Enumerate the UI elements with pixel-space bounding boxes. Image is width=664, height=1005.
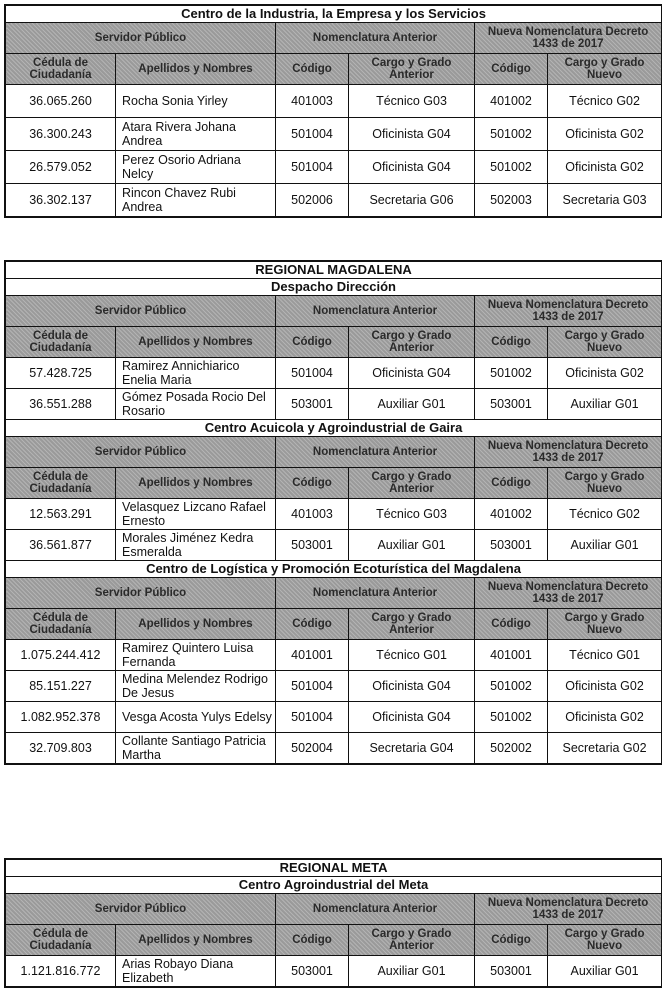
codigo-anterior-header: Código: [276, 327, 349, 358]
nomenclatura-anterior-header: Nomenclatura Anterior: [276, 578, 475, 609]
table-row: [6, 184, 662, 217]
codigo-nuevo-cell: 502002: [475, 733, 548, 764]
cedula-cell: 57.428.725: [6, 358, 116, 389]
nombre-cell: Arias Robayo Diana Elizabeth: [116, 956, 276, 987]
nombre-cell: Vesga Acosta Yulys Edelsy: [116, 702, 276, 733]
nombre-cell: Atara Rivera Johana Andrea: [116, 118, 276, 151]
codigo-anterior-cell: 501004: [276, 151, 349, 184]
table-row: [6, 358, 662, 389]
nombre-cell: Ramirez Annichiarico Enelia Maria: [116, 358, 276, 389]
table-row: [6, 499, 662, 530]
center-title: Centro de Logística y Promoción Ecoturística del Magdalena: [6, 561, 662, 578]
cedula-cell: 32.709.803: [6, 733, 116, 764]
cedula-header: Cédula de Ciudadanía: [6, 925, 116, 956]
nomenclatura-anterior-header: Nomenclatura Anterior: [276, 296, 475, 327]
codigo-nuevo-cell: 501002: [475, 118, 548, 151]
codigo-nuevo-header: Código: [475, 468, 548, 499]
cedula-cell: 1.121.816.772: [6, 956, 116, 987]
servidor-header: Servidor Público: [6, 578, 276, 609]
servidor-header: Servidor Público: [6, 296, 276, 327]
cargo-nuevo-cell: Oficinista G02: [548, 671, 662, 702]
cargo-nuevo-cell: Oficinista G02: [548, 118, 662, 151]
codigo-anterior-cell: 503001: [276, 389, 349, 420]
header-columns-row: [6, 54, 662, 85]
cargo-anterior-cell: Auxiliar G01: [349, 956, 475, 987]
nomenclatura-anterior-header: Nomenclatura Anterior: [276, 894, 475, 925]
apellidos-header: Apellidos y Nombres: [116, 609, 276, 640]
table-block-meta: [4, 858, 662, 988]
cargo-anterior-cell: Auxiliar G01: [349, 530, 475, 561]
servidor-header: Servidor Público: [6, 894, 276, 925]
codigo-nuevo-header: Código: [475, 54, 548, 85]
codigo-anterior-cell: 501004: [276, 702, 349, 733]
center-title-row: [6, 561, 662, 578]
cargo-nuevo-cell: Auxiliar G01: [548, 956, 662, 987]
codigo-anterior-cell: 502004: [276, 733, 349, 764]
table-block-magdalena: [4, 260, 662, 765]
codigo-nuevo-cell: 501002: [475, 702, 548, 733]
table-row: [6, 640, 662, 671]
cargo-anterior-header: Cargo y Grado Anterior: [349, 468, 475, 499]
cargo-anterior-cell: Oficinista G04: [349, 702, 475, 733]
cargo-anterior-cell: Auxiliar G01: [349, 389, 475, 420]
personnel-table: [5, 261, 662, 764]
cargo-anterior-cell: Técnico G03: [349, 85, 475, 118]
table-row: [6, 956, 662, 987]
codigo-anterior-header: Código: [276, 54, 349, 85]
cargo-anterior-cell: Oficinista G04: [349, 118, 475, 151]
nueva-nomenclatura-header: Nueva Nomenclatura Decreto 1433 de 2017: [475, 894, 662, 925]
codigo-anterior-cell: 501004: [276, 118, 349, 151]
apellidos-header: Apellidos y Nombres: [116, 327, 276, 358]
codigo-nuevo-cell: 502003: [475, 184, 548, 217]
cedula-header: Cédula de Ciudadanía: [6, 54, 116, 85]
center-title: Centro Acuicola y Agroindustrial de Gaira: [6, 420, 662, 437]
cargo-nuevo-cell: Oficinista G02: [548, 358, 662, 389]
header-group-row: [6, 437, 662, 468]
cedula-cell: 12.563.291: [6, 499, 116, 530]
header-group-row: [6, 23, 662, 54]
center-title: Centro Agroindustrial del Meta: [6, 877, 662, 894]
table-row: [6, 733, 662, 764]
servidor-header: Servidor Público: [6, 23, 276, 54]
cedula-cell: 85.151.227: [6, 671, 116, 702]
nombre-cell: Ramirez Quintero Luisa Fernanda: [116, 640, 276, 671]
cargo-anterior-cell: Técnico G01: [349, 640, 475, 671]
nombre-cell: Rincon Chavez Rubi Andrea: [116, 184, 276, 217]
regional-title: REGIONAL MAGDALENA: [6, 262, 662, 279]
codigo-anterior-cell: 401001: [276, 640, 349, 671]
cedula-header: Cédula de Ciudadanía: [6, 468, 116, 499]
apellidos-header: Apellidos y Nombres: [116, 468, 276, 499]
cargo-nuevo-cell: Auxiliar G01: [548, 530, 662, 561]
header-columns-row: [6, 468, 662, 499]
nomenclatura-anterior-header: Nomenclatura Anterior: [276, 437, 475, 468]
cargo-nuevo-cell: Secretaria G03: [548, 184, 662, 217]
codigo-nuevo-cell: 503001: [475, 389, 548, 420]
nombre-cell: Velasquez Lizcano Rafael Ernesto: [116, 499, 276, 530]
nomenclatura-anterior-header: Nomenclatura Anterior: [276, 23, 475, 54]
cargo-nuevo-cell: Oficinista G02: [548, 151, 662, 184]
header-group-row: [6, 296, 662, 327]
apellidos-header: Apellidos y Nombres: [116, 925, 276, 956]
cargo-anterior-header: Cargo y Grado Anterior: [349, 327, 475, 358]
cargo-nuevo-cell: Auxiliar G01: [548, 389, 662, 420]
nombre-cell: Medina Melendez Rodrigo De Jesus: [116, 671, 276, 702]
cargo-anterior-cell: Oficinista G04: [349, 358, 475, 389]
table-row: [6, 530, 662, 561]
personnel-table: [5, 859, 662, 987]
table-row: [6, 671, 662, 702]
cargo-anterior-cell: Secretaria G04: [349, 733, 475, 764]
center-title-row: [6, 6, 662, 23]
servidor-header: Servidor Público: [6, 437, 276, 468]
codigo-nuevo-cell: 401002: [475, 499, 548, 530]
codigo-nuevo-cell: 503001: [475, 956, 548, 987]
header-group-row: [6, 578, 662, 609]
cargo-nuevo-cell: Técnico G02: [548, 85, 662, 118]
center-title: Centro de la Industria, la Empresa y los Servicios: [6, 6, 662, 23]
cargo-anterior-header: Cargo y Grado Anterior: [349, 609, 475, 640]
cedula-cell: 36.302.137: [6, 184, 116, 217]
cargo-nuevo-header: Cargo y Grado Nuevo: [548, 468, 662, 499]
nueva-nomenclatura-header: Nueva Nomenclatura Decreto 1433 de 2017: [475, 23, 662, 54]
regional-title: REGIONAL META: [6, 860, 662, 877]
codigo-anterior-cell: 502006: [276, 184, 349, 217]
header-group-row: [6, 894, 662, 925]
cargo-nuevo-header: Cargo y Grado Nuevo: [548, 609, 662, 640]
nombre-cell: Gómez Posada Rocio Del Rosario: [116, 389, 276, 420]
cargo-anterior-cell: Oficinista G04: [349, 671, 475, 702]
cargo-anterior-cell: Oficinista G04: [349, 151, 475, 184]
codigo-anterior-cell: 503001: [276, 530, 349, 561]
nombre-cell: Morales Jiménez Kedra Esmeralda: [116, 530, 276, 561]
cargo-anterior-cell: Técnico G03: [349, 499, 475, 530]
nueva-nomenclatura-header: Nueva Nomenclatura Decreto 1433 de 2017: [475, 437, 662, 468]
cargo-nuevo-cell: Técnico G02: [548, 499, 662, 530]
cedula-cell: 36.561.877: [6, 530, 116, 561]
cargo-nuevo-cell: Oficinista G02: [548, 702, 662, 733]
codigo-nuevo-cell: 501002: [475, 671, 548, 702]
cedula-cell: 1.082.952.378: [6, 702, 116, 733]
cargo-nuevo-cell: Técnico G01: [548, 640, 662, 671]
regional-title-row: [6, 860, 662, 877]
header-columns-row: [6, 327, 662, 358]
cargo-nuevo-header: Cargo y Grado Nuevo: [548, 327, 662, 358]
cedula-cell: 36.300.243: [6, 118, 116, 151]
header-columns-row: [6, 609, 662, 640]
header-columns-row: [6, 925, 662, 956]
cargo-anterior-cell: Secretaria G06: [349, 184, 475, 217]
cedula-header: Cédula de Ciudadanía: [6, 609, 116, 640]
cedula-cell: 1.075.244.412: [6, 640, 116, 671]
codigo-nuevo-cell: 401002: [475, 85, 548, 118]
codigo-anterior-header: Código: [276, 925, 349, 956]
table-block-industria: [4, 4, 662, 218]
cedula-cell: 26.579.052: [6, 151, 116, 184]
cargo-nuevo-cell: Secretaria G02: [548, 733, 662, 764]
codigo-anterior-cell: 401003: [276, 85, 349, 118]
codigo-nuevo-cell: 501002: [475, 151, 548, 184]
center-title: Despacho Dirección: [6, 279, 662, 296]
codigo-anterior-cell: 501004: [276, 671, 349, 702]
nombre-cell: Rocha Sonia Yirley: [116, 85, 276, 118]
center-title-row: [6, 877, 662, 894]
codigo-nuevo-header: Código: [475, 609, 548, 640]
table-row: [6, 151, 662, 184]
codigo-anterior-cell: 501004: [276, 358, 349, 389]
table-row: [6, 118, 662, 151]
nueva-nomenclatura-header: Nueva Nomenclatura Decreto 1433 de 2017: [475, 296, 662, 327]
center-title-row: [6, 279, 662, 296]
nombre-cell: Collante Santiago Patricia Martha: [116, 733, 276, 764]
codigo-anterior-cell: 503001: [276, 956, 349, 987]
table-row: [6, 389, 662, 420]
table-row: [6, 85, 662, 118]
table-row: [6, 702, 662, 733]
cedula-cell: 36.551.288: [6, 389, 116, 420]
codigo-nuevo-header: Código: [475, 925, 548, 956]
personnel-table: [5, 5, 662, 217]
center-title-row: [6, 420, 662, 437]
regional-title-row: [6, 262, 662, 279]
codigo-nuevo-header: Código: [475, 327, 548, 358]
cargo-nuevo-header: Cargo y Grado Nuevo: [548, 925, 662, 956]
cargo-anterior-header: Cargo y Grado Anterior: [349, 54, 475, 85]
nombre-cell: Perez Osorio Adriana Nelcy: [116, 151, 276, 184]
cargo-anterior-header: Cargo y Grado Anterior: [349, 925, 475, 956]
codigo-nuevo-cell: 501002: [475, 358, 548, 389]
cedula-header: Cédula de Ciudadanía: [6, 327, 116, 358]
apellidos-header: Apellidos y Nombres: [116, 54, 276, 85]
codigo-anterior-header: Código: [276, 468, 349, 499]
codigo-nuevo-cell: 401001: [475, 640, 548, 671]
cedula-cell: 36.065.260: [6, 85, 116, 118]
codigo-anterior-header: Código: [276, 609, 349, 640]
nueva-nomenclatura-header: Nueva Nomenclatura Decreto 1433 de 2017: [475, 578, 662, 609]
cargo-nuevo-header: Cargo y Grado Nuevo: [548, 54, 662, 85]
codigo-nuevo-cell: 503001: [475, 530, 548, 561]
codigo-anterior-cell: 401003: [276, 499, 349, 530]
